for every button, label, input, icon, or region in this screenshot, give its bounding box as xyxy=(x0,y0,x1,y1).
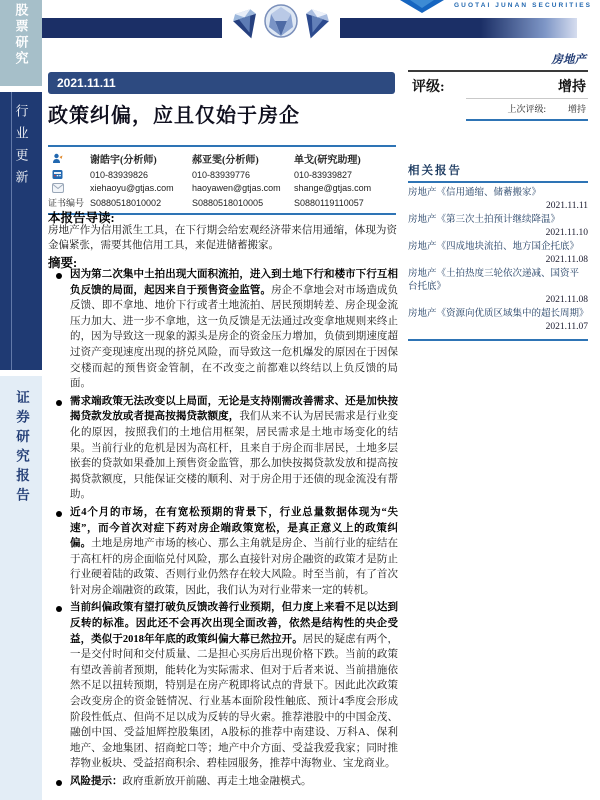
sidebar-securities-research xyxy=(0,376,42,800)
related-report-date: 2021.11.08 xyxy=(545,295,588,305)
brand xyxy=(398,0,592,14)
certificate-label: 证书编号 xyxy=(48,198,85,208)
related-report-date: 2021.11.07 xyxy=(545,322,588,332)
related-report-title: 房地产《信用通缩、储蓄搬家》 xyxy=(408,188,542,198)
summary-bullet xyxy=(48,394,398,503)
bullet-text: 房企不拿地会对市场造成负反馈、即不拿地、地价下行或者土地流拍、居民预期转差、房企现金流压力加大、进一步不拿地，这一负反馈是无法通过改变拿地规则来终止的，因为导致这一现象的源头是房企的资金压力增加，负债到期速度超过资产变现速度出现的挤兑风险，而导致这一危机爆发的原因在于因保交楼而起的预售资金管制，在不改变之前都难以终结以上负反馈的局面。 xyxy=(70,284,399,390)
sidebar-industry-update xyxy=(0,92,42,370)
analyst-cert: S0880518010002 xyxy=(90,197,162,208)
rating-panel xyxy=(408,70,588,121)
analyst-phone: 010-83939827 xyxy=(294,169,353,180)
sidebar-securities-research-label: 证券研究报告 xyxy=(14,390,29,507)
bullet-lead: 风险提示： xyxy=(70,776,123,787)
related-reports xyxy=(408,162,588,341)
analyst-phone: 010-83939776 xyxy=(192,169,251,180)
prev-rating-value: 增持 xyxy=(567,104,586,114)
bullet-lead: 因为第二次集中土拍出现大面积流拍，进入到土地下行和楼市下行互相负反馈的局面，起因来自于预售资金监管。 xyxy=(70,269,398,296)
analyst-person-icon xyxy=(48,153,90,164)
bullet-lead: 近4个月的市场，在有宽松预期的背景下，行业总量数据体现为“失速”，而今首次对症下药对房企端政策宽松，是真正意义上的政策纠偏。 xyxy=(70,506,398,550)
analyst-table xyxy=(48,145,396,215)
intro-heading: 本报告导读: xyxy=(48,211,115,225)
summary-heading: 摘要: xyxy=(48,256,78,270)
analyst-email: shange@gtjas.com xyxy=(294,183,372,193)
related-report-date: 2021.11.11 xyxy=(545,201,588,211)
related-report-title: 房地产《第三次土拍预计继续降温》 xyxy=(408,215,561,225)
report-title: 政策纠偏，应且仅始于房企 xyxy=(48,105,300,127)
related-report-title: 房地产《资源向优质区域集中的超长周期》 xyxy=(408,309,589,319)
related-report-item xyxy=(408,241,588,265)
summary-bullet xyxy=(48,600,398,772)
rating-label: 评级: xyxy=(412,80,445,95)
related-report-title: 房地产《土拍热度三轮依次递减、国资平台托底》 xyxy=(408,269,580,292)
sidebar-industry-update-label: 行业更新 xyxy=(13,104,29,192)
summary-bullet xyxy=(48,505,398,599)
sidebar-stock-research xyxy=(0,0,42,86)
bullet-text: 政府重新放开前融、再走土地金融模式。 xyxy=(122,776,312,787)
bullet-lead: 需求端政策无法改变以上局面，无论是支持刚需改善需求、还是加快按揭贷款发放或者提高按揭贷款额度， xyxy=(70,395,398,423)
diamond-icon xyxy=(225,1,337,45)
brand-text: GUOTAI JUNAN SECURITIES xyxy=(454,2,593,9)
summary-bullet xyxy=(48,267,398,392)
risk-warning-bullet xyxy=(48,774,398,790)
related-report-date: 2021.11.08 xyxy=(545,255,588,265)
analyst-phone: 010-83939826 xyxy=(90,169,149,180)
analyst-cert: S0880518010005 xyxy=(192,197,264,208)
bullet-text: 土地是房地产市场的核心、那么主角就是房企、当前行业的症结在于高杠杆的房企面临兑付风险，那么直接针对房企融资的政策才是防止行业硬着陆的政策、否则行业仍然存在较大风险。时至当前，有了首次针对房企端融资的政策，因此，我们认为对行业带来一定的转机。 xyxy=(70,538,399,596)
analyst-email: haoyawen@gtjas.com xyxy=(192,183,281,193)
email-icon xyxy=(48,183,90,193)
rating-value: 增持 xyxy=(558,80,586,95)
related-reports-heading: 相关报告 xyxy=(408,162,588,183)
report-date: 2021.11.11 xyxy=(48,72,395,94)
related-report-item xyxy=(408,308,588,332)
bullet-lead: 当前纠偏政策有望打破负反馈改善行业预期，但力度上来看不足以达到反转的标准。因此还不会再次出现全面改善，依然是结构性的央企受益，类似于2018年年底的政策纠偏大幕已然拉开。 xyxy=(70,602,398,645)
related-report-item xyxy=(408,214,588,238)
diamonds-image xyxy=(222,0,340,46)
bullet-text: 居民的疑虑有两个，一是交付时间和交付质量、二是担心买房后出现价格下跌。当前的政策有望改善前者预期，能转化为实际需求、但对于后者来说、当前措施依然不足以扭转预期，特别是在房产税即将试点的背景下。因此此次政策会改变房企的资金链情况、行业基本面阶段性触底、预计4季度会形成阶段性低点、但尚不足以成为反转的导火索。推荐港股中的中国金茂、融创中国、受益旭辉控股集团，A股标的推荐中南建设、万科A、保利地产、金地集团、招商蛇口等；地产中介方面、受益我爱我家；同时推荐物业板块、受益招商积余、碧桂园服务，推荐中海物业、宝龙商业。 xyxy=(70,633,399,770)
related-report-date: 2021.11.10 xyxy=(545,228,588,238)
bullet-text: 我们从来不认为居民需求是行业变化的原因，按照我们的土地信用框架，居民需求是土地市场变化的结果。当前行业的危机是因为高杠杆，且来自于房企而非居民，土地多层嵌套的贷款如果叠加上预售资金监管，那么加快按揭贷款发放和提高按揭贷款额度，只能保证交楼的顺利、对于房企用于还债的现金流没有帮助。 xyxy=(70,411,399,501)
analyst-name: 郝亚雯(分析师) xyxy=(192,155,259,166)
guotai-junan-logo-icon xyxy=(398,0,446,13)
analyst-name: 谢皓宇(分析师) xyxy=(90,155,157,166)
sidebar-stock-research-label: 股票研究 xyxy=(13,3,29,67)
summary-bullets xyxy=(48,267,398,792)
analyst-name: 单戈(研究助理) xyxy=(294,155,361,166)
analyst-cert: S0880119110057 xyxy=(294,197,364,208)
phone-icon xyxy=(48,169,90,180)
related-report-item xyxy=(408,268,588,305)
intro-body: 房地产作为信用派生工具，在下行期会给宏观经济带来信用通缩，体现为资金偏紧张，需要其他信用工具，来促进储蓄搬家。 xyxy=(48,225,397,251)
related-report-item xyxy=(408,187,588,211)
analyst-email: xiehaoyu@gtjas.com xyxy=(90,183,174,193)
prev-rating-label: 上次评级: xyxy=(507,104,546,114)
industry-tag: 房地产 xyxy=(551,54,586,66)
related-report-title: 房地产《四成地块流拍、地方国企托底》 xyxy=(408,242,580,252)
